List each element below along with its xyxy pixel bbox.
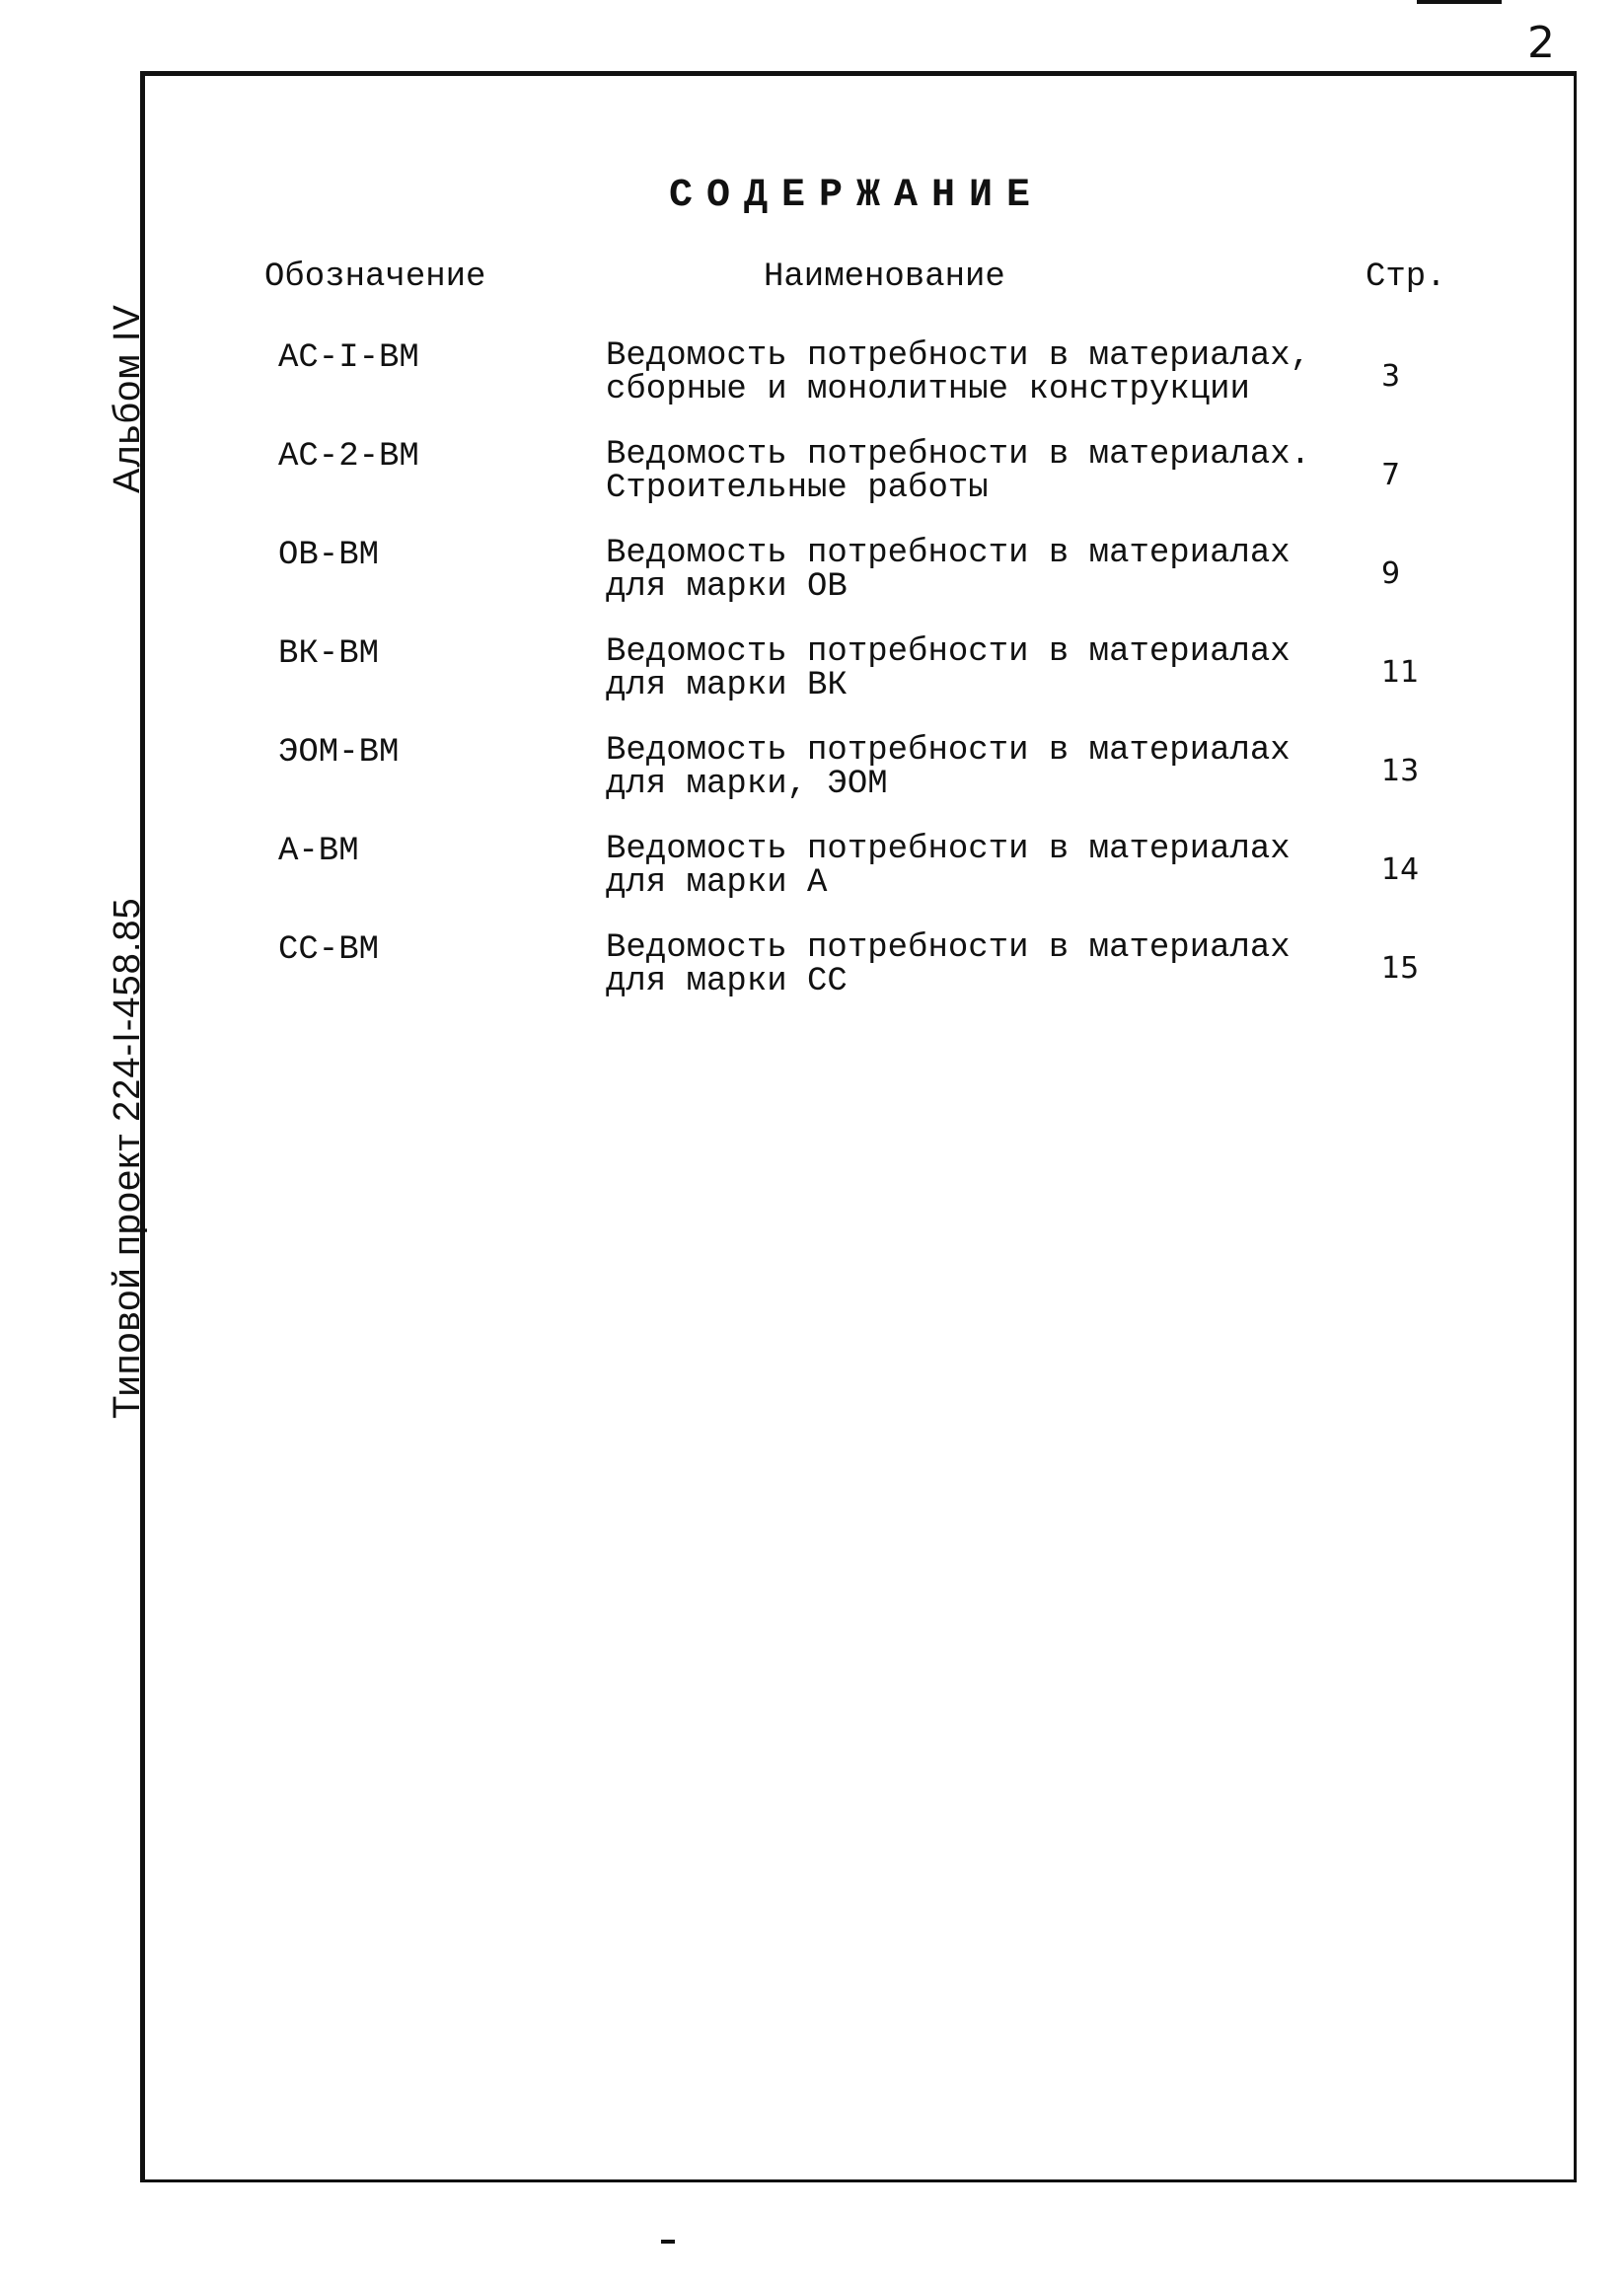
column-header-code: Обозначение — [264, 258, 486, 296]
row-page: 13 — [1381, 754, 1420, 788]
column-header-name: Наименование — [764, 258, 1005, 296]
column-header-page: Стр. — [1366, 258, 1446, 296]
row-code: ЭОМ-ВМ — [278, 734, 400, 772]
row-name-line: для марки, ЭОМ — [606, 766, 888, 803]
table-row — [0, 339, 1624, 428]
top-edge-rule — [1417, 0, 1502, 4]
row-name-line: Ведомость потребности в материалах. — [606, 436, 1311, 474]
table-row — [0, 537, 1624, 626]
page-number: 2 — [1527, 18, 1555, 68]
row-code: А-ВМ — [278, 833, 359, 870]
table-row — [0, 833, 1624, 922]
row-page: 9 — [1381, 556, 1401, 591]
row-code: АС-2-ВМ — [278, 438, 419, 476]
row-name-line: Ведомость потребности в материалах — [606, 831, 1291, 868]
side-label-album: Альбом IV — [107, 304, 148, 493]
row-name-line: Ведомость потребности в материалах — [606, 535, 1291, 572]
row-code: СС-ВМ — [278, 931, 380, 969]
row-name-line: Ведомость потребности в материалах, — [606, 337, 1311, 375]
row-page: 14 — [1381, 852, 1420, 887]
row-name-line: Ведомость потребности в материалах — [606, 929, 1291, 967]
document-title: СОДЕРЖАНИЕ — [669, 174, 1045, 218]
row-name — [606, 931, 1291, 998]
row-name-line: Ведомость потребности в материалах — [606, 633, 1291, 671]
row-code: АС-I-ВМ — [278, 339, 419, 377]
row-page: 7 — [1381, 458, 1401, 492]
row-page: 11 — [1381, 655, 1420, 690]
row-name-line: Строительные работы — [606, 470, 989, 507]
row-name — [606, 833, 1291, 900]
table-row — [0, 635, 1624, 724]
row-name — [606, 438, 1310, 505]
row-page: 15 — [1381, 951, 1420, 986]
row-name — [606, 734, 1291, 801]
row-name-line: сборные и монолитные конструкции — [606, 371, 1250, 408]
side-label-project: Типовой проект 224-I-458.85 — [107, 897, 148, 1419]
row-name-line: для марки ОВ — [606, 568, 848, 606]
row-page: 3 — [1381, 359, 1401, 394]
row-name-line: Ведомость потребности в материалах — [606, 732, 1291, 770]
footer-mark — [661, 2240, 675, 2244]
row-name — [606, 635, 1291, 702]
table-row — [0, 931, 1624, 1020]
table-row — [0, 734, 1624, 823]
row-name-line: для марки ВК — [606, 667, 848, 704]
table-row — [0, 438, 1624, 527]
row-name-line: для марки А — [606, 864, 828, 902]
row-code: ВК-ВМ — [278, 635, 380, 673]
row-code: ОВ-ВМ — [278, 537, 380, 574]
row-name — [606, 537, 1291, 604]
row-name — [606, 339, 1310, 406]
row-name-line: для марки СС — [606, 963, 848, 1000]
